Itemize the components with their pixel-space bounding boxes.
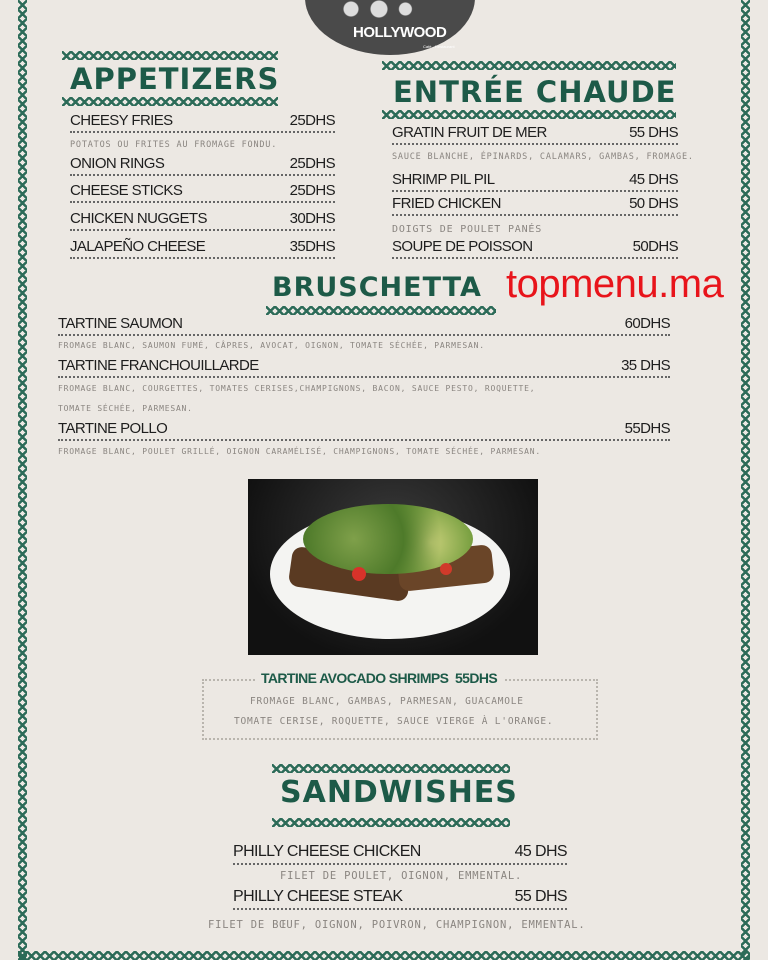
right-border bbox=[741, 0, 750, 960]
item-name: SHRIMP PIL PIL bbox=[392, 171, 495, 188]
item-desc: SAUCE BLANCHE, ÉPINARDS, CALAMARS, GAMBAS, FROMAGE. bbox=[392, 152, 694, 162]
item-name: CHEESY FRIES bbox=[70, 112, 173, 129]
item-price: 55 DHS bbox=[514, 888, 567, 905]
item-price: 55DHS bbox=[624, 420, 670, 437]
item-desc: FILET DE BŒUF, OIGNON, POIVRON, CHAMPIGNON, EMMENTAL. bbox=[208, 919, 586, 931]
item-desc: POTATOS OU FRITES AU FROMAGE FONDU. bbox=[70, 140, 278, 150]
entree-chain-top bbox=[382, 61, 676, 70]
item-price: 35DHS bbox=[289, 238, 335, 255]
left-border bbox=[18, 0, 27, 960]
item-price: 45 DHS bbox=[514, 843, 567, 860]
item-name: TARTINE SAUMON bbox=[58, 315, 183, 332]
menu-item bbox=[58, 420, 670, 441]
item-name: TARTINE POLLO bbox=[58, 420, 168, 437]
menu-item bbox=[70, 210, 335, 231]
logo-subtitle: Café - Restaurant bbox=[423, 44, 455, 49]
item-price: 35 DHS bbox=[621, 357, 670, 374]
item-desc: TOMATE SÉCHÉE, PARMESAN. bbox=[58, 404, 193, 413]
menu-item bbox=[58, 357, 670, 378]
menu-item bbox=[392, 238, 678, 259]
item-name: GRATIN FRUIT DE MER bbox=[392, 124, 547, 141]
item-price: 45 DHS bbox=[629, 171, 678, 188]
item-price: 60DHS bbox=[624, 315, 670, 332]
bruschetta-title: BRUSCHETTA bbox=[272, 272, 482, 303]
item-name: PHILLY CHEESE CHICKEN bbox=[233, 843, 421, 860]
menu-item bbox=[70, 112, 335, 133]
item-name: ONION RINGS bbox=[70, 155, 165, 172]
item-desc: FROMAGE BLANC, SAUMON FUMÉ, CÂPRES, AVOCAT, OIGNON, TOMATE SÉCHÉE, PARMESAN. bbox=[58, 341, 485, 350]
entree-chain-bottom bbox=[382, 110, 676, 119]
sandwiches-chain-bottom bbox=[272, 818, 510, 827]
appetizers-chain-bottom bbox=[62, 97, 278, 106]
item-desc: FROMAGE BLANC, POULET GRILLÉ, OIGNON CARAMÉLISÉ, CHAMPIGNONS, TOMATE SÉCHÉE, PARMESAN. bbox=[58, 447, 542, 456]
featured-name: TARTINE AVOCADO SHRIMPS bbox=[261, 670, 449, 686]
menu-item bbox=[392, 124, 678, 145]
item-name: CHEESE STICKS bbox=[70, 182, 183, 199]
entree-title: ENTRÉE CHAUDE bbox=[393, 75, 677, 109]
item-desc: DOIGTS DE POULET PANÉS bbox=[392, 224, 543, 235]
logo-name: HOLLYWOOD bbox=[353, 24, 447, 41]
menu-item bbox=[70, 155, 335, 176]
item-name: FRIED CHICKEN bbox=[392, 195, 501, 212]
featured-title bbox=[255, 670, 503, 686]
menu-item bbox=[70, 182, 335, 203]
watermark: topmenu.ma bbox=[506, 262, 724, 306]
featured-price: 55DHS bbox=[454, 670, 498, 686]
item-price: 30DHS bbox=[289, 210, 335, 227]
item-price: 25DHS bbox=[289, 155, 335, 172]
menu-item bbox=[233, 843, 567, 865]
tomato bbox=[440, 563, 452, 575]
item-name: TARTINE FRANCHOUILLARDE bbox=[58, 357, 259, 374]
menu-item bbox=[233, 888, 567, 910]
logo-faces-icon bbox=[335, 0, 415, 20]
food-photo bbox=[248, 479, 538, 655]
menu-item bbox=[70, 238, 335, 259]
item-price: 50 DHS bbox=[629, 195, 678, 212]
item-price: 25DHS bbox=[289, 112, 335, 129]
item-price: 25DHS bbox=[289, 182, 335, 199]
featured-desc: FROMAGE BLANC, GAMBAS, PARMESAN, GUACAMOLE bbox=[250, 696, 524, 707]
menu-item bbox=[58, 315, 670, 336]
sandwiches-chain-top bbox=[272, 764, 510, 773]
item-name: CHICKEN NUGGETS bbox=[70, 210, 207, 227]
appetizers-chain-top bbox=[62, 51, 278, 60]
tomato bbox=[352, 567, 366, 581]
logo bbox=[305, 0, 475, 55]
item-name: JALAPEÑO CHEESE bbox=[70, 238, 206, 255]
item-name: SOUPE DE POISSON bbox=[392, 238, 533, 255]
item-price: 55 DHS bbox=[629, 124, 678, 141]
item-desc: FROMAGE BLANC, COURGETTES, TOMATES CERISES,CHAMPIGNONS, BACON, SAUCE PESTO, ROQUETTE, bbox=[58, 384, 536, 393]
menu-item bbox=[392, 171, 678, 192]
sandwiches-title: SANDWISHES bbox=[280, 775, 518, 810]
item-name: PHILLY CHEESE STEAK bbox=[233, 888, 403, 905]
bottom-border bbox=[18, 951, 750, 960]
item-price: 50DHS bbox=[632, 238, 678, 255]
menu-item bbox=[392, 195, 678, 216]
bruschetta-chain bbox=[266, 306, 496, 315]
featured-box bbox=[202, 679, 598, 740]
item-desc: FILET DE POULET, OIGNON, EMMENTAL. bbox=[280, 870, 523, 882]
featured-desc: TOMATE CERISE, ROQUETTE, SAUCE VIERGE À L'ORANGE. bbox=[234, 716, 554, 727]
appetizers-title: APPETIZERS bbox=[70, 62, 280, 96]
